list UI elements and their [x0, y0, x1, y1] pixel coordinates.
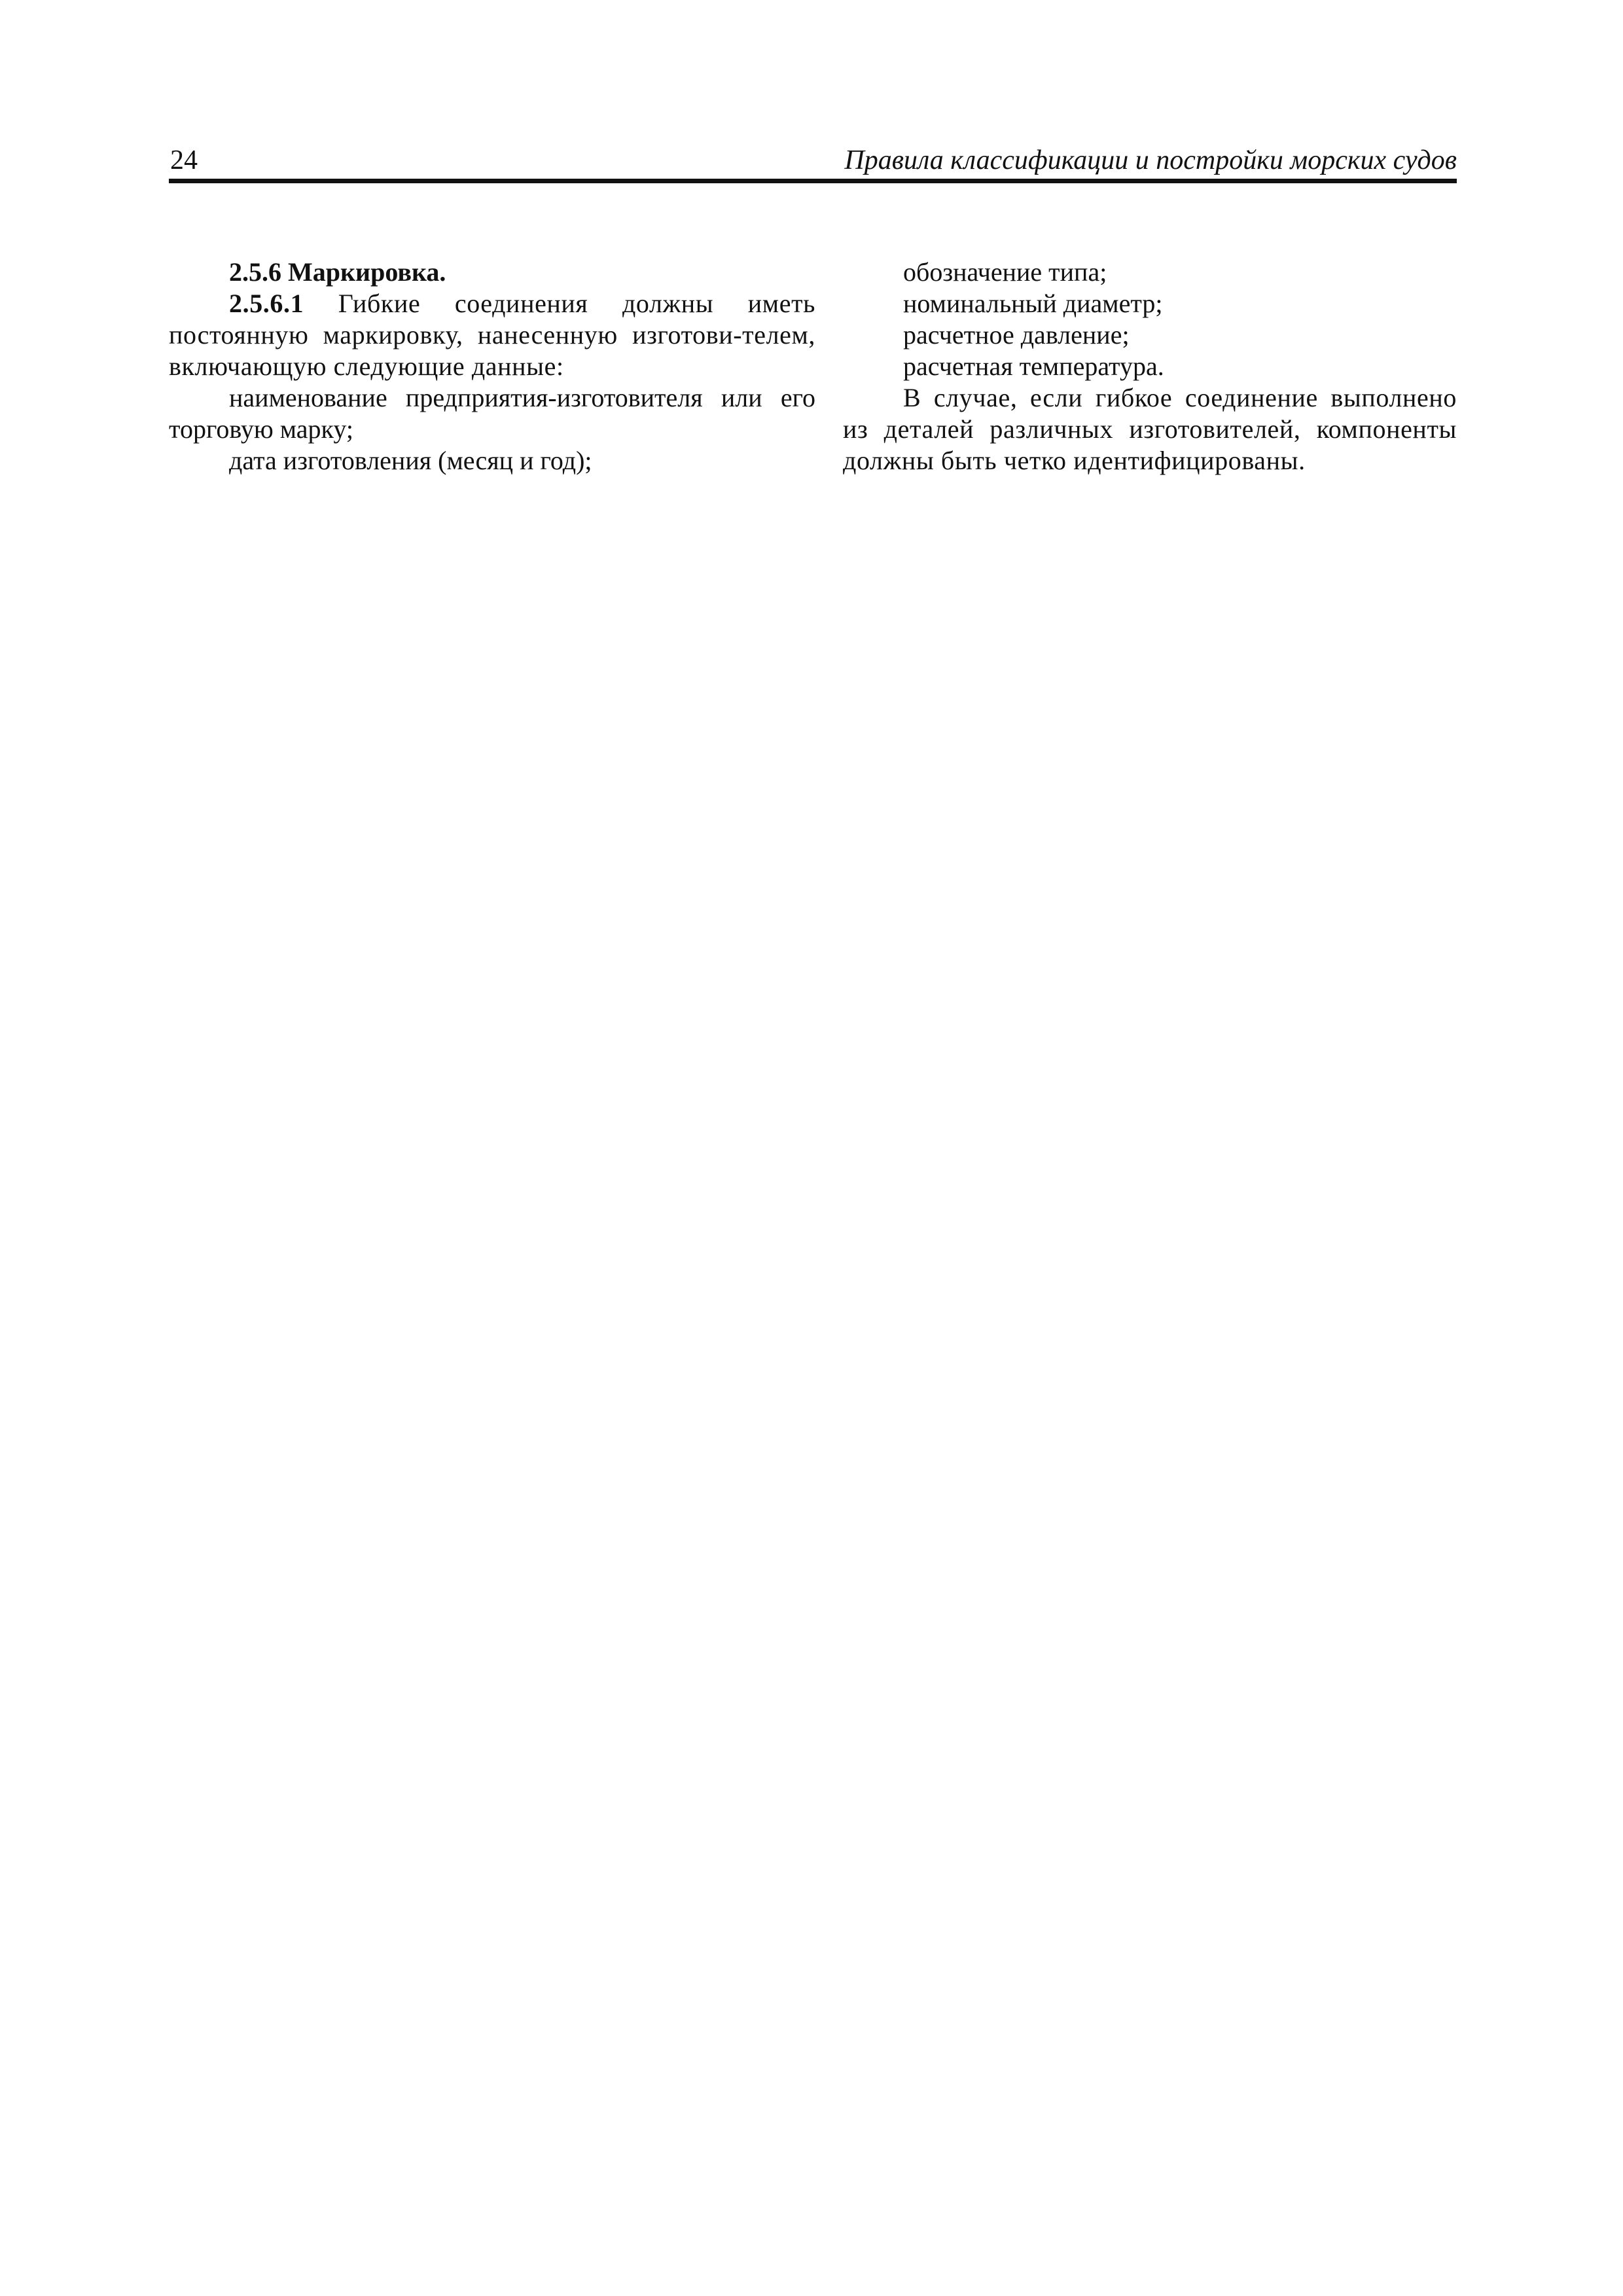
running-title: Правила классификации и постройки морских судов — [844, 145, 1457, 175]
paragraph-number: 2.5.6.1 — [229, 289, 304, 318]
page-header — [169, 143, 1457, 183]
list-item-type: обозначение типа; — [903, 257, 1107, 287]
section-heading — [169, 257, 815, 288]
right-column — [843, 257, 1457, 476]
section-heading-text: Маркировка. — [288, 257, 446, 287]
left-column — [169, 257, 815, 476]
list-item-manufacture-date: дата изготовления (месяц и год); — [229, 446, 592, 475]
list-item-pressure: расчетное давление; — [903, 320, 1130, 350]
list-item-manufacturer: наименование предприятия-изготовителя или его торговую марку; — [169, 383, 815, 444]
section-heading-number: 2.5.6 — [229, 257, 281, 287]
paragraph-text: Гибкие соединения должны иметь постоянную маркировку, нанесенную изготови-телем, включающую следующие данные: — [169, 289, 815, 381]
paragraph-2-5-6-1 — [169, 288, 815, 382]
closing-paragraph: В случае, если гибкое соединение выполнено из деталей различных изготовителей, компоненты должны быть четко идентифицированы. — [843, 383, 1457, 475]
list-item-diameter: номинальный диаметр; — [903, 289, 1163, 318]
list-item-temperature: расчетная температура. — [903, 351, 1164, 381]
page-number: 24 — [170, 145, 198, 175]
